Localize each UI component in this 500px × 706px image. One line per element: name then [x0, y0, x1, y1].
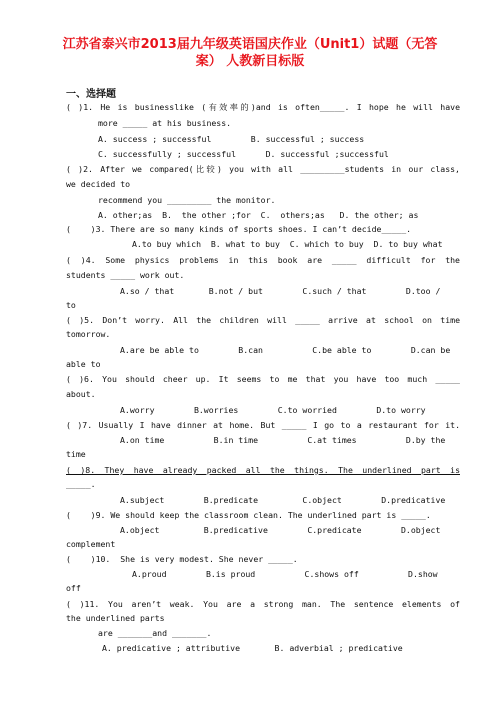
- question-line: ( )3. There are so many kinds of sports shoes. I can’t decide_____.: [66, 224, 412, 234]
- option-line: A.subject B.predicate C.object D.predicative: [120, 495, 446, 505]
- option-line: C. successfully ; successful D. successful ;successful: [98, 149, 389, 159]
- option-line: off: [66, 583, 81, 593]
- question-line: ( )6. You should cheer up. It seems to me that you have too much _____: [66, 374, 460, 384]
- document-title: [50, 36, 450, 70]
- question-line: ( )2. After we compared(比较) you with all _________students in our class,: [66, 164, 460, 174]
- question-line: more _____ at his business.: [98, 118, 232, 128]
- section-heading: 一、选择题: [66, 89, 116, 100]
- question-line: [66, 465, 460, 476]
- question-line: ( )10. She is very modest. She never _____.: [66, 554, 298, 564]
- question-line: are _______and _______.: [98, 628, 212, 638]
- question-line: ( )11. You aren’t weak. You are a strong man. The sentence elements of: [66, 599, 460, 609]
- question-line: recommend you _________ the monitor.: [98, 195, 276, 205]
- option-line: A. predicative ; attributive B. adverbial ; predicative: [102, 643, 403, 653]
- option-line: A.object B.predicative C.predicate D.object: [120, 525, 441, 535]
- question-line: ( )5. Don’t worry. All the children will _____ arrive at school on time: [66, 315, 460, 325]
- underlined-sentence: ( )8. They have already packed all the things. The underlined part is: [66, 465, 460, 475]
- option-line: A. success ; successful B. successful ; success: [98, 134, 365, 144]
- title-line-1: 江苏省泰兴市2013届九年级英语国庆作业（Unit1）试题（无答: [62, 37, 438, 52]
- option-line: time: [66, 449, 86, 459]
- question-line: ( )7. Usually I have dinner at home. But _____ I go to a restaurant for it.: [66, 420, 460, 430]
- option-line: to: [66, 300, 76, 310]
- question-line: ( )4. Some physics problems in this book are _____ difficult for the: [66, 255, 460, 265]
- question-line: we decided to: [66, 179, 131, 189]
- option-line: complement: [66, 539, 116, 549]
- question-line: ( )1. He is businesslike (有效率的)and is often_____. I hope he will have: [66, 102, 460, 112]
- question-line: _____.: [66, 479, 96, 489]
- option-line: able to: [66, 359, 101, 369]
- option-line: A.on time B.in time C.at times D.by the: [120, 435, 446, 445]
- question-line: ( )9. We should keep the classroom clean. The underlined part is _____.: [66, 510, 431, 520]
- option-line: A.worry B.worries C.to worried D.to worry: [120, 405, 426, 415]
- question-line: tomorrow.: [66, 329, 111, 339]
- option-line: A.are be able to B.can C.be able to D.can be: [120, 345, 451, 355]
- option-line: A.so / that B.not / but C.such / that D.too /: [120, 286, 441, 296]
- option-line: A. other;as B. the other ;for C. others;as D. the other; as: [98, 210, 419, 220]
- question-line: about.: [66, 389, 96, 399]
- question-line: the underlined parts: [66, 613, 165, 623]
- option-line: A.to buy which B. what to buy C. which to buy D. to buy what: [132, 239, 443, 249]
- title-line-2: 案） 人教新目标版: [195, 54, 305, 69]
- question-line: students _____ work out.: [66, 270, 185, 280]
- option-line: A.proud B.is proud C.shows off D.show: [132, 569, 438, 579]
